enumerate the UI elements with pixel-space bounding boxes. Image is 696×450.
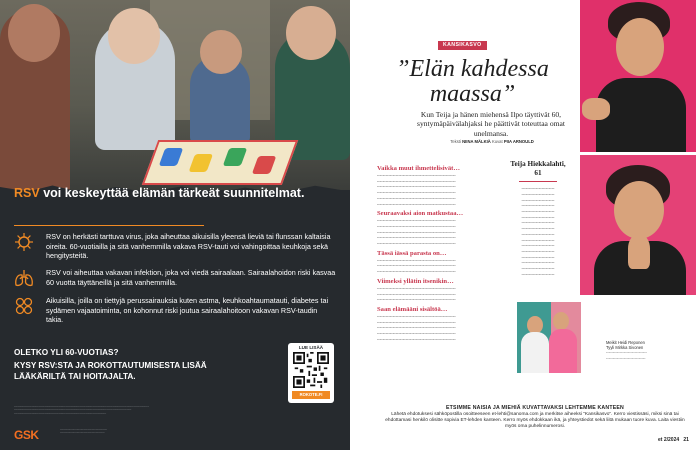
credit-photographer: PIIA ARNOULD <box>503 139 534 144</box>
legal-text: ‑‑‑‑‑‑‑‑‑‑‑‑‑‑‑‑‑‑‑‑‑‑‑‑‑‑‑‑‑‑‑‑‑‑‑‑‑‑‑‑‑‑‑‑‑‑‑‑‑‑‑‑‑‑‑‑‑‑‑ ‑‑‑‑‑‑‑‑‑‑‑‑‑‑‑‑‑‑‑‑‑‑‑‑‑‑‑‑‑‑‑‑‑‑‑‑‑‑‑‑‑‑‑‑‑‑‑‑‑‑‑‑‑‑‑‑ <box>60 428 107 434</box>
family-board-game-photo <box>0 0 350 190</box>
section-heading: Seuraavaksi aion matkustaa… <box>377 210 464 218</box>
virus-icon <box>14 232 34 252</box>
article-title: ”Elän kahdessa maassa” <box>396 56 549 107</box>
bullet-text: RSV voi aiheuttaa vakavan infektion, joka voi viedä sairaalaan. Sairaalahoidon riski kasvaa 60 vuotta täyttäneillä ja sitä vanhemmilla. <box>46 268 336 287</box>
issue-page-number <box>658 437 689 443</box>
caption-style: Tyyli Mirkka Sivonen <box>606 345 644 351</box>
ask-doctor-cta: KYSY RSV:STA JA ROKOTTAUTUMISESTA LISÄÄ LÄÄKÄRILTÄ TAI HOITAJALTA. <box>14 361 207 381</box>
section-kicker: KANSIKASVO <box>438 41 487 50</box>
health-conditions-icon <box>14 296 34 316</box>
body-text-placeholder: ‑‑‑‑‑‑‑‑‑‑‑‑‑‑‑‑‑‑‑‑‑‑‑‑‑‑‑‑‑‑‑‑‑‑‑‑‑‑‑‑‑‑‑‑‑‑‑‑‑‑‑‑‑‑‑ ‑‑‑‑‑‑‑‑‑‑‑‑‑‑‑‑‑‑‑‑‑‑‑‑‑‑‑‑‑‑‑‑‑‑‑‑‑‑‑‑‑‑‑‑‑‑‑‑‑‑‑‑‑‑‑ ‑‑‑‑‑‑‑‑‑‑‑‑‑‑‑‑‑‑‑‑‑‑‑‑‑‑‑‑‑‑‑‑‑‑‑‑‑‑‑‑‑‑‑‑‑‑‑‑‑‑‑‑‑‑‑ ‑‑‑‑‑‑‑‑‑‑‑‑‑‑‑‑‑‑‑‑‑‑‑‑‑‑‑‑‑‑‑‑‑‑‑‑‑‑‑‑‑‑‑‑‑‑‑‑‑‑‑‑‑‑‑ ‑‑‑‑‑‑‑‑‑‑‑‑‑‑‑‑‑‑‑‑‑‑‑‑‑‑‑‑‑‑‑‑‑‑‑‑‑‑‑‑‑‑‑‑‑‑‑‑‑‑‑‑‑‑‑ <box>377 313 456 342</box>
credit-writer: NIINA MÄLKIÄ <box>462 139 491 144</box>
qr-code-box[interactable] <box>288 343 334 403</box>
fine-print: ‑‑‑‑‑‑‑‑‑‑‑‑‑‑‑‑‑‑‑‑‑‑‑‑‑‑‑‑‑‑‑‑‑‑‑‑‑‑‑‑‑‑‑‑‑‑‑‑‑‑‑‑‑‑‑‑‑‑‑‑‑‑‑‑‑‑‑‑‑‑‑‑‑‑‑‑‑‑‑‑‑‑‑‑‑‑‑‑‑‑‑‑‑‑‑‑‑‑‑‑‑‑‑‑‑‑‑‑‑‑‑‑‑‑‑‑‑‑‑‑‑‑‑‑‑‑‑‑‑‑‑‑‑‑‑‑‑‑‑‑‑‑‑‑‑ ‑‑‑‑‑‑‑‑‑‑‑‑‑‑‑‑‑‑‑‑‑‑‑‑‑‑‑‑‑‑‑‑‑‑‑‑‑‑‑‑‑‑‑‑‑‑‑‑‑‑‑‑‑‑‑‑‑‑‑‑‑‑‑‑‑‑‑‑‑‑‑‑‑‑‑‑‑‑‑‑‑‑‑‑‑‑‑‑‑‑‑‑‑‑‑‑‑‑‑‑‑‑‑‑‑‑‑‑‑‑‑‑‑‑‑‑‑‑‑‑‑‑‑‑‑‑ ‑‑‑‑‑‑‑‑‑‑‑‑‑‑‑‑‑‑‑‑‑‑‑‑‑‑‑‑‑‑‑‑‑‑‑‑‑‑‑‑‑‑‑‑‑‑‑‑‑‑‑‑‑‑‑‑‑‑‑‑‑‑‑‑‑‑‑‑‑‑‑‑‑‑‑‑‑‑‑‑‑‑‑‑‑‑‑‑‑‑‑‑‑‑‑‑‑‑‑ <box>14 404 150 415</box>
headline-rule <box>14 225 204 226</box>
portrait-photo-bottom <box>580 155 696 295</box>
section-heading: Tässä iässä parasta on… <box>377 249 447 257</box>
article-page <box>350 0 696 450</box>
portrait-photo-top <box>580 0 696 152</box>
profile-description: ‑‑‑‑‑‑‑‑‑‑‑‑‑‑‑‑‑‑‑‑‑‑‑ ‑‑‑‑‑‑‑‑‑‑‑‑‑‑‑‑‑‑‑‑‑‑‑ ‑‑‑‑‑‑‑‑‑‑‑‑‑‑‑‑‑‑‑‑‑‑‑ ‑‑‑‑‑‑‑‑‑‑‑‑‑‑‑‑‑‑‑‑‑‑‑ ‑‑‑‑‑‑‑‑‑‑‑‑‑‑‑‑‑‑‑‑‑‑‑ ‑‑‑‑‑‑‑‑‑‑‑‑‑‑‑‑‑‑‑‑‑‑‑ ‑‑‑‑‑‑‑‑‑‑‑‑‑‑‑‑‑‑‑‑‑‑‑ ‑‑‑‑‑‑‑‑‑‑‑‑‑‑‑‑‑‑‑‑‑‑‑ ‑‑‑‑‑‑‑‑‑‑‑‑‑‑‑‑‑‑‑‑‑‑‑ ‑‑‑‑‑‑‑‑‑‑‑‑‑‑‑‑‑‑‑‑‑‑‑ ‑‑‑‑‑‑‑‑‑‑‑‑‑‑‑‑‑‑‑‑‑‑‑ ‑‑‑‑‑‑‑‑‑‑‑‑‑‑‑‑‑‑‑‑‑‑‑ ‑‑‑‑‑‑‑‑‑‑‑‑‑‑‑‑‑‑‑‑‑‑‑ ‑‑‑‑‑‑‑‑‑‑‑‑‑‑‑‑‑‑‑‑‑‑‑ ‑‑‑‑‑‑‑‑‑‑‑‑‑‑‑‑‑‑‑‑‑‑‑ ‑‑‑‑‑‑‑‑‑‑‑‑‑‑‑‑‑‑‑‑‑‑‑ <box>521 186 555 277</box>
page-number: 21 <box>683 437 689 443</box>
ad-headline-text: voi keskeyttää elämän tärkeät suunnitelmat. <box>43 186 305 200</box>
lungs-icon <box>14 268 34 288</box>
couple-photo <box>515 300 583 375</box>
qr-url[interactable]: ROKOTE.FI <box>292 391 330 399</box>
section-heading: Viimeksi yllätin itsenikin… <box>377 277 454 285</box>
body-text-placeholder: ‑‑‑‑‑‑‑‑‑‑‑‑‑‑‑‑‑‑‑‑‑‑‑‑‑‑‑‑‑‑‑‑‑‑‑‑‑‑‑‑‑‑‑‑‑‑‑‑‑‑‑‑‑‑‑ ‑‑‑‑‑‑‑‑‑‑‑‑‑‑‑‑‑‑‑‑‑‑‑‑‑‑‑‑‑‑‑‑‑‑‑‑‑‑‑‑‑‑‑‑‑‑‑‑‑‑‑‑‑‑‑ ‑‑‑‑‑‑‑‑‑‑‑‑‑‑‑‑‑‑‑‑‑‑‑‑‑‑‑‑‑‑‑‑‑‑‑‑‑‑‑‑‑‑‑‑‑‑‑‑‑‑‑‑‑‑‑ <box>377 285 456 303</box>
age-question: OLETKO YLI 60-VUOTIAS? <box>14 348 119 357</box>
section-heading: Saan elämääni sisältöä… <box>377 305 448 313</box>
bullet-text: RSV on herkästi tarttuva virus, joka aiheuttaa aikuisilla yleensä lieviä tai flunssan kaltaisia oireita. 60-vuotiailla ja sitä vanhemmilla vakava RSV-tauti voi vahingoittaa keuhkoja sekä hengitysteitä. <box>46 232 331 261</box>
credit-photo-label: Kuvat <box>491 139 503 144</box>
profile-rule <box>519 181 557 182</box>
body-text-placeholder: ‑‑‑‑‑‑‑‑‑‑‑‑‑‑‑‑‑‑‑‑‑‑‑‑‑‑‑‑‑‑‑‑‑‑‑‑‑‑‑‑‑‑‑‑‑‑‑‑‑‑‑‑‑‑‑ ‑‑‑‑‑‑‑‑‑‑‑‑‑‑‑‑‑‑‑‑‑‑‑‑‑‑‑‑‑‑‑‑‑‑‑‑‑‑‑‑‑‑‑‑‑‑‑‑‑‑‑‑‑‑‑ ‑‑‑‑‑‑‑‑‑‑‑‑‑‑‑‑‑‑‑‑‑‑‑‑‑‑‑‑‑‑‑‑‑‑‑‑‑‑‑‑‑‑‑‑‑‑‑‑‑‑‑‑‑‑‑ <box>377 257 456 275</box>
ad-headline-accent: RSV <box>14 186 40 200</box>
qr-code-icon[interactable] <box>293 352 329 388</box>
cover-call-title: ETSIMME NAISIA JA MIEHIÄ KUVATTAVAKSI LEHTEMME KANTEEN <box>446 405 624 411</box>
bullet-text: Aikuisilla, joilla on tiettyjä perussairauksia kuten astma, keuhkoahtaumatauti, diabetes tai sydämen vajaatoiminta, on kohonnut riski joutua sairaalahoitoon vakavan RSV-taudin takia. <box>46 296 329 325</box>
gsk-logo: GSK <box>14 428 39 442</box>
qr-label: LUE LISÄÄ <box>298 345 324 350</box>
profile-box <box>508 160 568 277</box>
section-heading: Vaikka muut ihmettelisivät… <box>377 165 460 172</box>
caption-extra-lines: ‑‑‑‑‑‑‑‑‑‑‑‑‑‑‑‑‑‑‑‑‑‑‑‑‑‑‑‑‑‑ ‑‑‑‑‑‑‑‑‑‑‑‑‑‑‑‑‑‑‑‑‑‑‑‑‑‑‑‑‑ <box>606 350 647 361</box>
body-text-placeholder: ‑‑‑‑‑‑‑‑‑‑‑‑‑‑‑‑‑‑‑‑‑‑‑‑‑‑‑‑‑‑‑‑‑‑‑‑‑‑‑‑‑‑‑‑‑‑‑‑‑‑‑‑‑‑‑ ‑‑‑‑‑‑‑‑‑‑‑‑‑‑‑‑‑‑‑‑‑‑‑‑‑‑‑‑‑‑‑‑‑‑‑‑‑‑‑‑‑‑‑‑‑‑‑‑‑‑‑‑‑‑‑ ‑‑‑‑‑‑‑‑‑‑‑‑‑‑‑‑‑‑‑‑‑‑‑‑‑‑‑‑‑‑‑‑‑‑‑‑‑‑‑‑‑‑‑‑‑‑‑‑‑‑‑‑‑‑‑ ‑‑‑‑‑‑‑‑‑‑‑‑‑‑‑‑‑‑‑‑‑‑‑‑‑‑‑‑‑‑‑‑‑‑‑‑‑‑‑‑‑‑‑‑‑‑‑‑‑‑‑‑‑‑‑ ‑‑‑‑‑‑‑‑‑‑‑‑‑‑‑‑‑‑‑‑‑‑‑‑‑‑‑‑‑‑‑‑‑‑‑‑‑‑‑‑‑‑‑‑‑‑‑‑‑‑‑‑‑‑‑ ‑‑‑‑‑‑‑‑‑‑‑‑‑‑‑‑‑‑‑‑‑‑‑‑‑‑‑‑‑‑‑‑‑‑‑‑‑‑‑‑‑‑‑‑‑‑‑‑‑‑‑‑‑‑‑ <box>377 173 456 207</box>
article-credits <box>412 139 572 144</box>
photo-credits <box>606 340 694 361</box>
article-lead: Kun Teija ja hänen miehensä Ilpo täyttivät 60, syntymäpäivälahjaksi he päättivät toteuttaa omat unelmansa. <box>416 110 566 138</box>
profile-name: Teija Hiekkalahti, 61 <box>510 160 566 177</box>
cover-call-text: Lähetä ehdotuksesi sähköpostilla osoitteeseen et-lehti@sanoma.com ja merkitse aiheeksi “Kansikasvo”. Kerro viestissäsi, miksi sinä tai ehdottamasi henkilö olisitte sopivia ET-lehden kanteen. Kerro myös ehdokkaan ikä, ja yhteystiedot sekä liitä mukaan tuore kuva. Laita viestiin myös oma puhelinnumerosi. <box>385 412 685 429</box>
ad-headline <box>14 186 334 201</box>
credit-text-label: Teksti <box>450 139 461 144</box>
article-body <box>377 162 498 343</box>
body-text-placeholder: ‑‑‑‑‑‑‑‑‑‑‑‑‑‑‑‑‑‑‑‑‑‑‑‑‑‑‑‑‑‑‑‑‑‑‑‑‑‑‑‑‑‑‑‑‑‑‑‑‑‑‑‑‑‑‑ ‑‑‑‑‑‑‑‑‑‑‑‑‑‑‑‑‑‑‑‑‑‑‑‑‑‑‑‑‑‑‑‑‑‑‑‑‑‑‑‑‑‑‑‑‑‑‑‑‑‑‑‑‑‑‑ ‑‑‑‑‑‑‑‑‑‑‑‑‑‑‑‑‑‑‑‑‑‑‑‑‑‑‑‑‑‑‑‑‑‑‑‑‑‑‑‑‑‑‑‑‑‑‑‑‑‑‑‑‑‑‑ ‑‑‑‑‑‑‑‑‑‑‑‑‑‑‑‑‑‑‑‑‑‑‑‑‑‑‑‑‑‑‑‑‑‑‑‑‑‑‑‑‑‑‑‑‑‑‑‑‑‑‑‑‑‑‑ ‑‑‑‑‑‑‑‑‑‑‑‑‑‑‑‑‑‑‑‑‑‑‑‑‑‑‑‑‑‑‑‑‑‑‑‑‑‑‑‑‑‑‑‑‑‑‑‑‑‑‑‑‑‑‑ <box>377 218 456 247</box>
issue-label: et 2/2024 <box>658 437 680 443</box>
caption-makeup: Meikit Heidi Reponen <box>606 340 645 345</box>
